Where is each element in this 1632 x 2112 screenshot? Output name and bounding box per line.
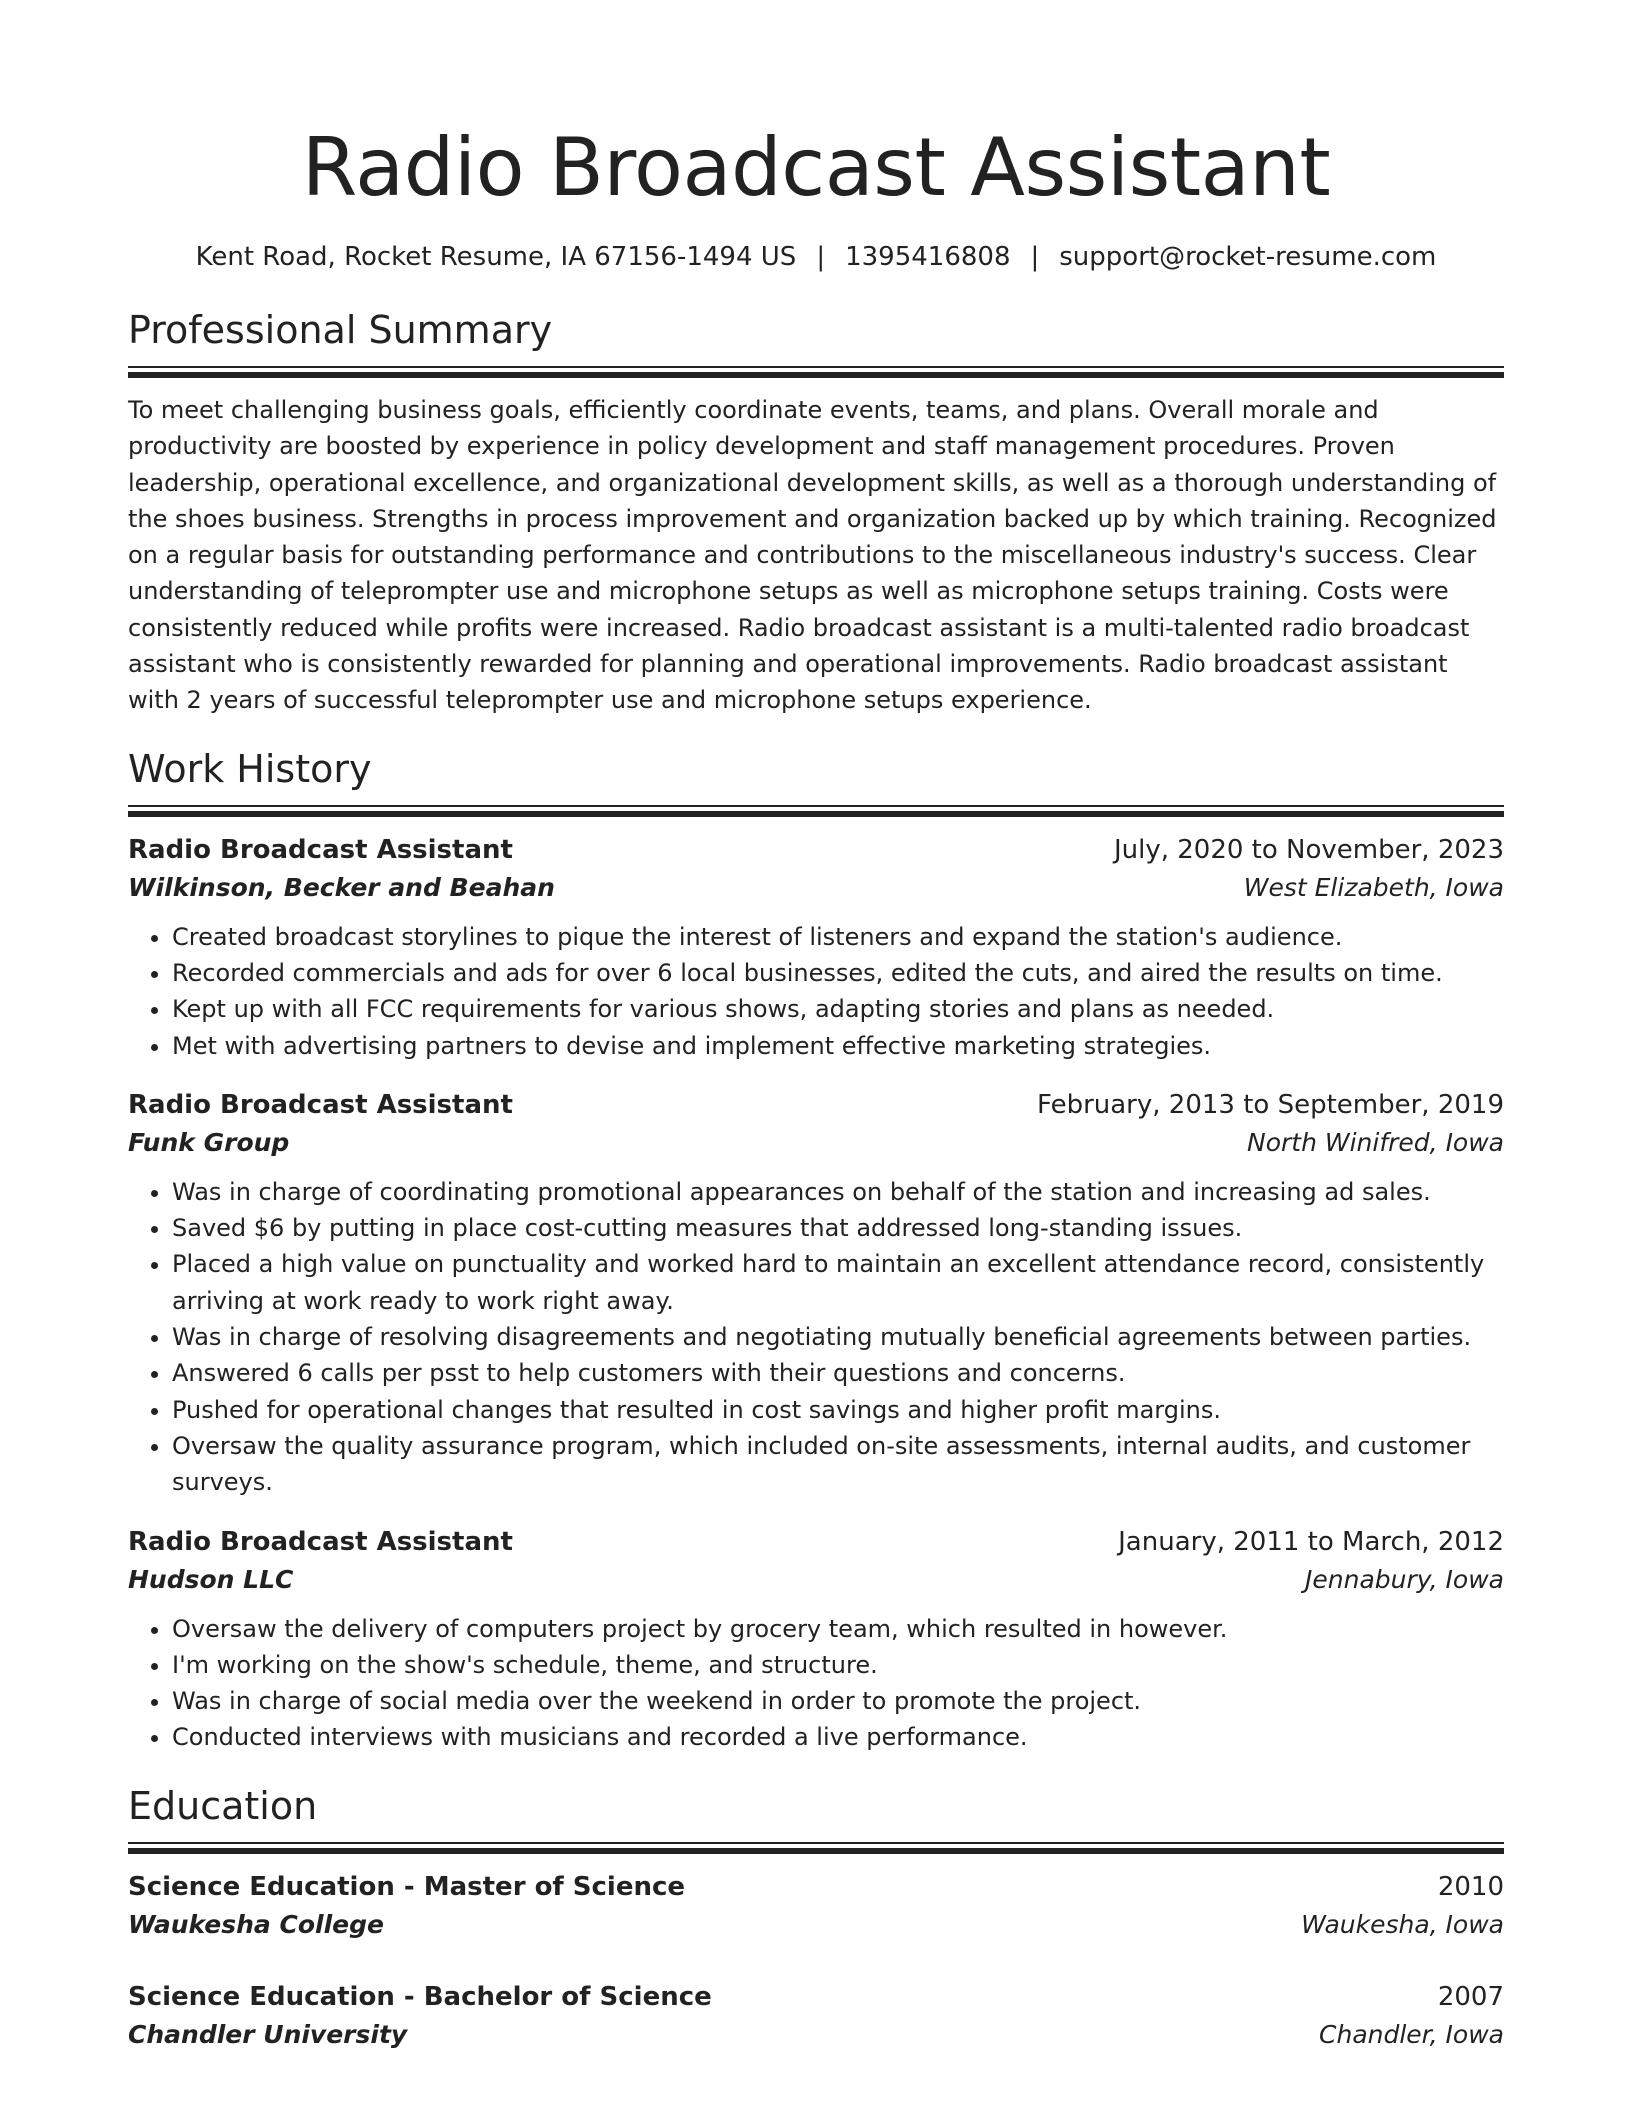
bullet-item: • Was in charge of coordinating promotional appearances on behalf of the station and increasing ad sales. — [172, 1174, 1504, 1210]
bullet-item: • Oversaw the delivery of computers project by grocery team, which resulted in however. — [172, 1611, 1504, 1647]
contact-separator: | — [816, 242, 826, 272]
section-divider — [128, 366, 1504, 378]
job-company: Wilkinson, Becker and Beahan — [128, 872, 555, 902]
bullet-item: • Conducted interviews with musicians and recorded a live performance. — [172, 1719, 1504, 1755]
contact-phone: 1395416808 — [845, 242, 1011, 272]
bullet-item: • Oversaw the quality assurance program, which included on-site assessments, internal audits, and customer surveys. — [172, 1428, 1504, 1501]
education-heading: Education — [128, 1783, 318, 1828]
job-dates: January, 2011 to March, 2012 — [1118, 1526, 1504, 1557]
bullet-item: • Saved $6 by putting in place cost-cutting measures that addressed long-standing issues. — [172, 1210, 1504, 1246]
school-name: Waukesha College — [128, 1909, 384, 1939]
education-entry — [128, 1978, 1504, 2054]
school-location: Chandler, Iowa — [1319, 2019, 1504, 2049]
bullet-item: • Was in charge of resolving disagreements and negotiating mutually beneficial agreements between parties. — [172, 1319, 1504, 1355]
section-divider — [128, 1842, 1504, 1854]
job-location: North Winifred, Iowa — [1247, 1127, 1504, 1157]
bullet-item: • Answered 6 calls per psst to help customers with their questions and concerns. — [172, 1355, 1504, 1391]
degree-title: Science Education - Master of Science — [128, 1871, 686, 1902]
job-dates: February, 2013 to September, 2019 — [1037, 1089, 1504, 1120]
summary-heading: Professional Summary — [128, 308, 553, 352]
job-title: Radio Broadcast Assistant — [128, 1526, 513, 1557]
job-dates: July, 2020 to November, 2023 — [1113, 834, 1504, 865]
section-divider — [128, 805, 1504, 817]
education-section — [128, 1782, 1504, 2054]
job-entry — [128, 831, 1504, 1064]
job-company: Funk Group — [128, 1127, 290, 1157]
job-title: Radio Broadcast Assistant — [128, 834, 513, 865]
contact-address: Kent Road, Rocket Resume, IA 67156-1494 US — [195, 242, 797, 272]
school-location: Waukesha, Iowa — [1301, 1909, 1504, 1939]
degree-title: Science Education - Bachelor of Science — [128, 1981, 712, 2012]
job-bullets — [128, 919, 1504, 1064]
bullet-item: • Met with advertising partners to devise and implement effective marketing strategies. — [172, 1028, 1504, 1064]
job-location: Jennabury, Iowa — [1305, 1564, 1504, 1594]
summary-text: To meet challenging business goals, efficiently coordinate events, teams, and plans. Overall morale and productivity are boosted by experience in policy development and staff management procedures. Proven leadership, operational excellence, and organizational development skills, as well as a thorough understanding of the shoes business. Strengths in process improvement and organization backed up by which training. Recognized on a regular basis for outstanding performance and contributions to the miscellaneous industry's success. Clear understanding of teleprompter use and microphone setups as well as microphone setups training. Costs were consistently reduced while profits were increased. Radio broadcast assistant is a multi-talented radio broadcast assistant who is consistently rewarded for planning and operational improvements. Radio broadcast assistant with 2 years of successful teleprompter use and microphone setups experience. — [128, 396, 1497, 715]
bullet-item: • I'm working on the show's schedule, theme, and structure. — [172, 1647, 1504, 1683]
bullet-item: • Created broadcast storylines to pique the interest of listeners and expand the station's audience. — [172, 919, 1504, 955]
job-entry — [128, 1086, 1504, 1501]
bullet-item: • Placed a high value on punctuality and worked hard to maintain an excellent attendance record, consistently arriving at work ready to work right away. — [172, 1246, 1504, 1319]
job-bullets — [128, 1174, 1504, 1501]
work-history-heading: Work History — [128, 746, 372, 791]
job-title: Radio Broadcast Assistant — [128, 1089, 513, 1120]
bullet-item: • Was in charge of social media over the weekend in order to promote the project. — [172, 1683, 1504, 1719]
graduation-year: 2007 — [1437, 1981, 1504, 2012]
job-company: Hudson LLC — [128, 1564, 294, 1594]
school-name: Chandler University — [128, 2019, 408, 2049]
bullet-item: • Pushed for operational changes that resulted in cost savings and higher profit margins. — [172, 1392, 1504, 1428]
contact-separator: | — [1030, 242, 1040, 272]
job-bullets — [128, 1611, 1504, 1756]
summary-section — [128, 306, 1504, 719]
contact-email[interactable]: support@rocket-resume.com — [1059, 242, 1437, 272]
bullet-item: • Kept up with all FCC requirements for various shows, adapting stories and plans as needed. — [172, 991, 1504, 1027]
bullet-item: • Recorded commercials and ads for over 6 local businesses, edited the cuts, and aired the results on time. — [172, 955, 1504, 991]
job-entry — [128, 1523, 1504, 1756]
graduation-year: 2010 — [1437, 1871, 1504, 1902]
resume-page — [128, 0, 1504, 2054]
work-history-section — [128, 745, 1504, 1756]
job-location: West Elizabeth, Iowa — [1243, 872, 1504, 902]
resume-name: Radio Broadcast Assistant — [301, 121, 1331, 214]
contact-line — [128, 240, 1504, 274]
education-entry — [128, 1868, 1504, 1944]
